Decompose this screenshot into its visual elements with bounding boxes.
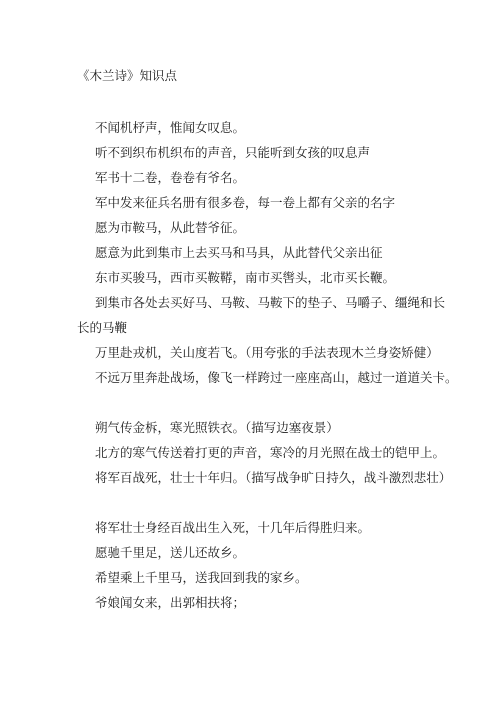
text-line: 愿为市鞍马，从此替爷征。 [95, 220, 246, 235]
text-line: 军中发来征兵名册有很多卷，每一卷上都有父亲的名字 [95, 195, 396, 210]
text-line: 愿意为此到集市上去买马和马具，从此替代父亲出征 [95, 245, 383, 260]
text-line: 长的马鞭 [77, 320, 128, 335]
text-line: 北方的寒气传送着打更的声音，寒冷的月光照在战士的铠甲上。 [95, 445, 446, 460]
text-line: 东市买骏马，西市买鞍鞯，南市买辔头，北市买长鞭。 [95, 270, 396, 285]
text-line: 不闻机杼声，惟闻女叹息。 [95, 120, 246, 135]
text-line: 愿驰千里足，送儿还故乡。 [95, 545, 246, 560]
text-line: 万里赴戎机，关山度若飞。（用夸张的手法表现木兰身姿矫健） [95, 345, 439, 360]
text-line: 朔气传金柝，寒光照铁衣。（描写边塞夜景） [95, 420, 339, 435]
text-line: 听不到织布机织布的声音，只能听到女孩的叹息声 [95, 145, 371, 160]
text-line: 不远万里奔赴战场，像飞一样跨过一座座高山，越过一道道关卡。 [95, 370, 458, 385]
text-line: 爷娘闻女来，出郭相扶将； [95, 595, 246, 610]
text-line: 军书十二卷，卷卷有爷名。 [95, 170, 246, 185]
text-line: 将军壮士身经百战出生入死，十几年后得胜归来。 [95, 520, 371, 535]
document-title: 《木兰诗》知识点 [77, 68, 178, 83]
text-line: 到集市各处去买好马、马鞍、马鞍下的垫子、马嚼子、缰绳和长 [95, 295, 446, 310]
text-line: 希望乘上千里马，送我回到我的家乡。 [95, 570, 308, 585]
text-line: 将军百战死，壮士十年归。（描写战争旷日持久，战斗激烈悲壮） [95, 470, 452, 485]
